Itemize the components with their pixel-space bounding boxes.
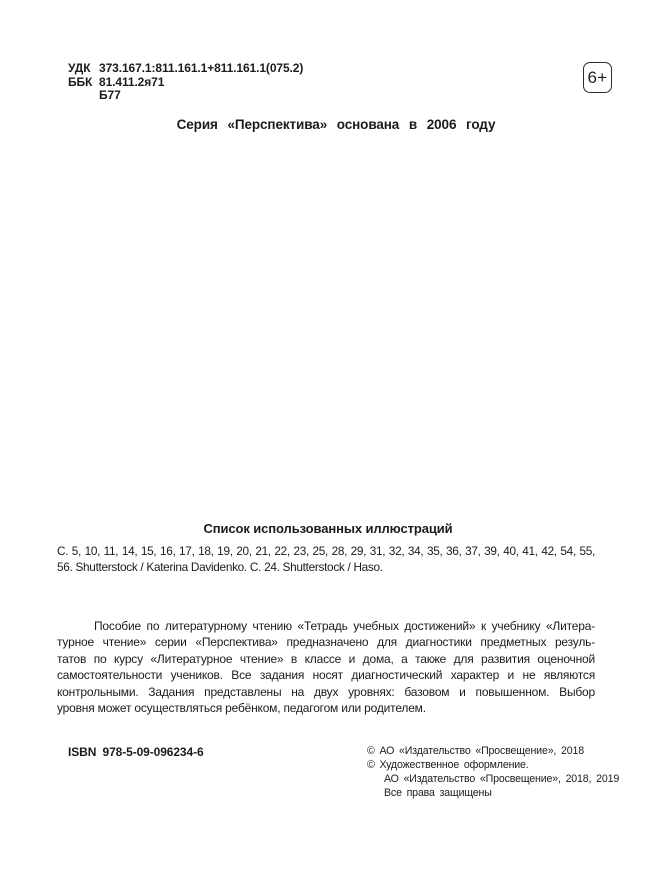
- copyright-line: АО «Издательство «Просвещение», 2018, 2019: [384, 773, 620, 785]
- author-sign: Б77: [99, 88, 121, 102]
- illustrations-list-line: С. 5, 10, 11, 14, 15, 16, 17, 18, 19, 20, 21, 22, 23, 25, 28, 29, 31, 32, 34, 35, 36, 37, 39, 40, 41, 42, 54, 55,: [57, 544, 595, 558]
- annotation-line: турное чтение» серии «Перспектива» предназначено для диагностики предметных резуль-: [57, 635, 595, 650]
- udk-label: УДК: [68, 61, 91, 75]
- bbk-label: ББК: [68, 74, 93, 89]
- bbk-value: 81.411.2я71: [99, 74, 165, 89]
- annotation-line: Пособие по литературному чтению «Тетрадь учебных достижений» к учебнику «Литера-: [94, 619, 595, 633]
- bbk-line: [68, 76, 303, 90]
- illustrations-list: [57, 543, 595, 575]
- annotation-line: контрольными. Задания представлены на двух уровнях: базовом и повышенном. Выбор: [57, 684, 595, 699]
- author-sign-line: [68, 89, 303, 103]
- udk-line: [68, 62, 303, 76]
- series-note: Серия «Перспектива» основана в 2006 году: [176, 117, 496, 132]
- copyright-line: © АО «Издательство «Просвещение», 2018: [367, 745, 584, 757]
- copyright-line: Все права защищены: [384, 787, 492, 799]
- age-rating-badge: 6+: [583, 62, 612, 93]
- annotation-line: уровня может осуществляться ребёнком, педагогом или родителем.: [57, 701, 426, 716]
- illustrations-list-line: 56. Shutterstock / Katerina Davidenko. С. 24. Shutterstock / Haso.: [57, 560, 383, 574]
- copyright-block: [367, 744, 619, 800]
- udk-value: 373.167.1:811.161.1+811.161.1(075.2): [99, 61, 304, 75]
- copyright-line: © Художественное оформление.: [367, 759, 529, 771]
- classification-block: [68, 62, 303, 103]
- annotation-line: татов по курсу «Литературное чтение» в классе и дома, а также для развития оценочной: [57, 651, 595, 666]
- isbn: ISBN 978-5-09-096234-6: [68, 745, 204, 759]
- annotation-paragraph: [57, 618, 595, 716]
- illustrations-heading: Список использованных иллюстраций: [203, 521, 453, 536]
- annotation-line: самостоятельности учеников. Все задания носят диагностический характер и не являются: [57, 668, 595, 683]
